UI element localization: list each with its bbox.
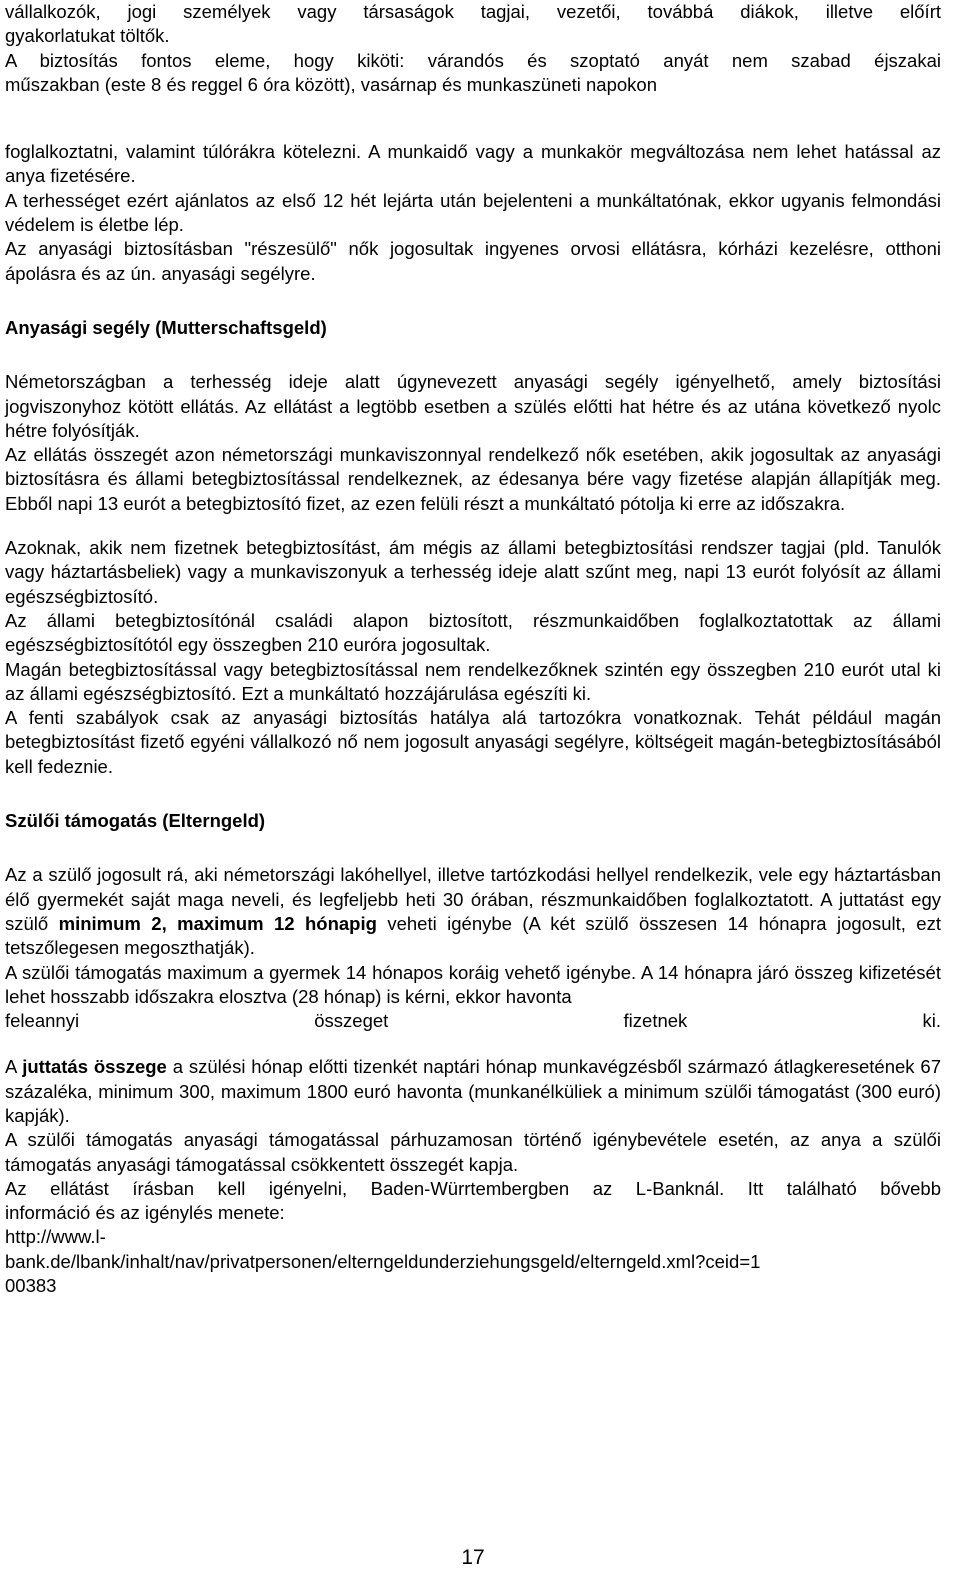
paragraph: A terhességet ezért ajánlatos az első 12 hét lejárta után bejelenteni a munkáltatónak, ekkor ugyanis felmondási védelem is életbe lép. <box>5 189 941 236</box>
paragraph: Az ellátás összegét azon németországi munkaviszonnyal rendelkező nők esetében, akik jogosultak az anyasági biztosításra és állami betegbiztosítással rendelkeznek, az édesanya bére vagy fizetése alapján állapítják meg. Ebből napi 13 eurót a betegbiztosító fizet, az ezen felüli részt a munkáltató pótolja ki erre az időszakra. <box>5 444 941 514</box>
bold-text: minimum 2, maximum 12 hónapig <box>58 912 377 934</box>
paragraph <box>5 1055 941 1128</box>
text-span: a szülési hónap előtti tizenkét naptári hónap munkavégzésből származó átlagkeresetének 67 százaléka, minimum 300, maximum 1800 euró havonta (munkanélküliek a minimum szülői támogatást (300 euró) kapják). <box>5 1056 941 1126</box>
section-gap <box>5 286 941 316</box>
text-line: vállalkozók, jogi személyek vagy társaságok tagjai, vezetői, továbbá diákok, illetve előírt <box>5 1 941 22</box>
url-line: http://www.l- <box>5 1226 106 1248</box>
paragraph: Az állami betegbiztosítónál családi alapon biztosított, részmunkaidőben foglalkoztatottak az állami egészségbiztosítótól egy összegben 210 euróra jogosultak. <box>5 609 941 656</box>
text-span: A munkaidő vagy a munkakör megváltozása nem lehet hatással az anya fizetésére. <box>5 141 941 187</box>
section-heading: Anyasági segély (Mutterschaftsgeld) <box>5 316 327 338</box>
paragraph: A fenti szabályok csak az anyasági biztosítás hatálya alá tartozókra vonatkoznak. Tehát például magán betegbiztosítást fizető egyéni vállalkozó nő nem jogosult anyasági segélyre, költségeit magán-betegbiztosításából kell fedeznie. <box>5 707 941 777</box>
url-line: 00383 <box>5 1275 57 1297</box>
text-line: műszakban (este 8 és reggel 6 óra között), vasárnap és munkaszüneti napokon <box>5 73 657 95</box>
text-span: veheti igénybe (A két szülő összesen 14 hónapra jogosult, ezt tetszőlegesen megoszthatják). <box>5 912 941 959</box>
section-gap <box>5 340 941 370</box>
paragraph <box>5 49 941 98</box>
bold-text: juttatás összege <box>22 1056 167 1078</box>
page-number: 17 <box>461 1546 485 1569</box>
paragraph <box>5 863 941 960</box>
paragraph <box>5 1177 941 1226</box>
text-span: A szülői támogatás maximum a gyermek 14 hónapos koráig vehető igénybe. A 14 hónapra járó összeg kifizetését lehet hosszabb időszakra elosztva (28 hónap) is kérni, ekkor havonta <box>5 961 941 1007</box>
text-line: feleannyi összeget fizetnek ki. <box>5 1010 941 1032</box>
paragraph: Németországban a terhesség ideje alatt úgynevezett anyasági segély igényelhető, amely biztosítási jogviszonyhoz kötött ellátás. Az ellátást a legtöbb esetben a szülés előtti hat hétre és az utána következő nyolc hétre folyósítják. <box>5 371 941 441</box>
text-line: gyakorlatukat töltők. <box>5 25 170 47</box>
text-line: Az ellátást írásban kell igényelni, Baden-Würrtembergben az L-Banknál. Itt található bővebb <box>5 1177 941 1199</box>
paragraph <box>5 961 941 1034</box>
section-heading: Szülői támogatás (Elterngeld) <box>5 810 266 832</box>
paragraph: A szülői támogatás anyasági támogatással párhuzamosan történő igénybevétele esetén, az anya a szülői támogatás anyasági támogatással csökkentett összegét kapja. <box>5 1129 941 1175</box>
url-line: bank.de/lbank/inhalt/nav/privatpersonen/elterngeldunderziehungsgeld/elterngeld.xml?ceid=1 <box>5 1250 761 1272</box>
text-line: A biztosítás fontos eleme, hogy kiköti: várandós és szoptató anyát nem szabad éjszakai <box>5 49 941 71</box>
paragraph <box>5 0 941 49</box>
paragraph: Magán betegbiztosítással vagy betegbiztosítással nem rendelkezőknek szintén egy összegben 210 eurót utal ki az állami egészségbiztosító. Ezt a munkáltató hozzájárulása egészíti ki. <box>5 658 941 704</box>
text-span: Az a szülő jogosult rá, aki németországi lakóhellyel, illetve tartózkodási hellyel rendelkezik, vele egy háztartásban élő gyermekét saját maga neveli, és legfeljebb heti 30 órában, részmunkaidőben foglalkoztatott. A juttatást egy szülő <box>5 864 941 934</box>
paragraph: Az anyasági biztosításban "részesülő" nők jogosultak ingyenes orvosi ellátásra, kórházi kezelésre, otthoni ápolásra és az ún. anyasági segélyre. <box>5 238 941 284</box>
paragraph-gap <box>5 1033 941 1055</box>
blank-gap <box>5 97 941 140</box>
section-gap <box>5 833 941 863</box>
section-gap <box>5 779 941 809</box>
text-line: információ és az igénylés menete: <box>5 1202 285 1224</box>
paragraph-gap <box>5 516 941 536</box>
url-block <box>5 1225 941 1298</box>
paragraph: Azoknak, akik nem fizetnek betegbiztosítást, ám mégis az állami betegbiztosítási rendszer tagjai (pld. Tanulók vagy háztartásbeliek) vagy a munkaviszonyuk a terhesség ideje alatt szűnt meg, napi 13 eurót folyósít az állami egészségbiztosító. <box>5 537 941 607</box>
document-page <box>5 0 941 1298</box>
text-span: foglalkoztatni, valamint túlórákra kötelezni. <box>5 141 362 163</box>
paragraph <box>5 140 941 189</box>
text-span: A <box>5 1056 23 1078</box>
